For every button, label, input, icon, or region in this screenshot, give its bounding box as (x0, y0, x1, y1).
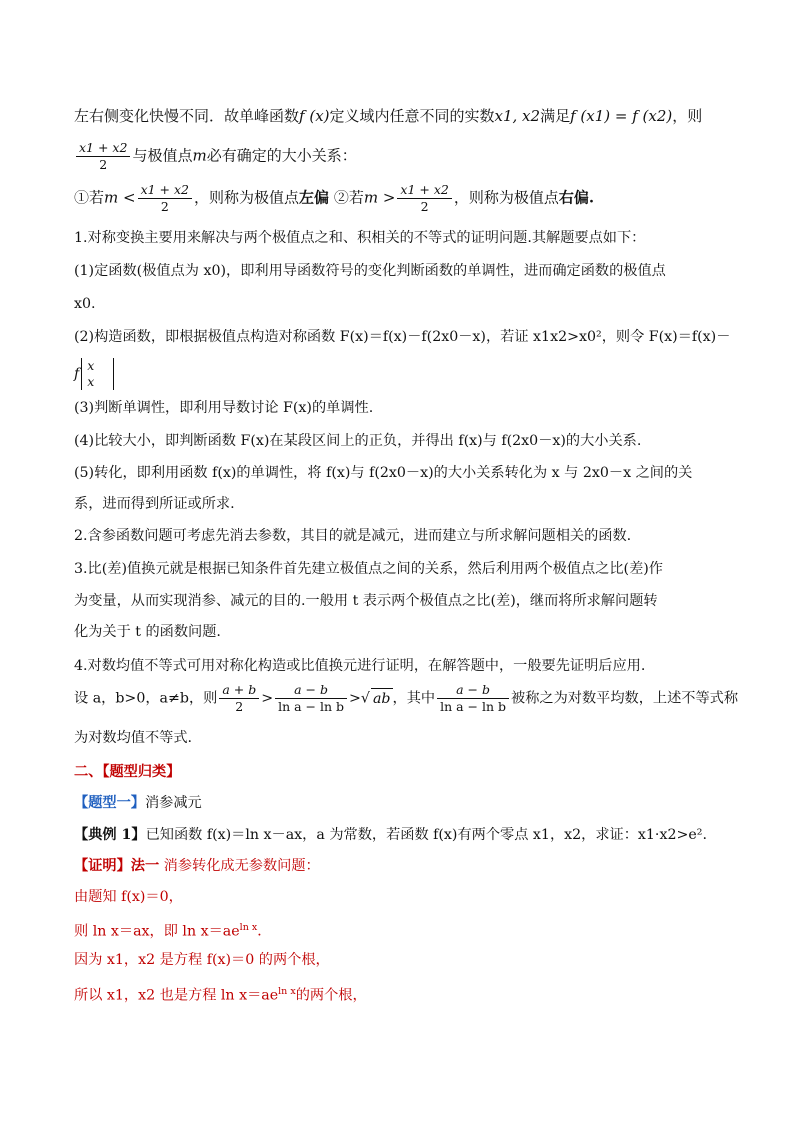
line-6: x0. (74, 296, 96, 312)
text: 满足 (540, 107, 571, 125)
math: m < (104, 188, 136, 207)
math: m > (363, 188, 396, 207)
line-4: 1.对称变换主要用来解决与两个极值点之和、积相关的不等式的证明问题.其解题要点如下： (74, 230, 646, 246)
line-13: 2.含参函数问题可考虑先消去参数，其目的就是减元，进而建立与所求解问题相关的函数. (74, 528, 632, 544)
text: ②若 (329, 188, 364, 207)
example-1 (74, 825, 707, 845)
superscript: ln x (278, 986, 296, 997)
line-16: 化为关于 t 的函数问题. (74, 624, 221, 640)
line-3 (74, 182, 594, 215)
proof-line-3: 因为 x1，x2 是方程 f(x)＝0 的两个根， (74, 952, 330, 968)
fraction: $\frac{x1 + x2}{2}$ (76, 140, 130, 173)
line-9: (3)判断单调性，即利用导数讨论 F(x)的单调性. (74, 400, 374, 416)
text: 的两个根， (295, 987, 367, 1004)
type-heading (74, 793, 202, 813)
text: > (349, 690, 361, 707)
emphasis: 左偏 (299, 188, 330, 207)
proof-heading (74, 856, 320, 876)
fraction: $\frac{x1 + x2}{2}$ (138, 182, 192, 215)
fraction: $\frac{x1 + x2}{2}$ (397, 182, 451, 215)
text: > (261, 690, 274, 707)
proof-line-4 (74, 982, 367, 1006)
line-8 (74, 358, 116, 390)
line-2 (74, 140, 357, 173)
text: 消参转化成无参数问题： (159, 858, 320, 874)
text: 与极值点 (132, 146, 193, 165)
line-11: (5)转化，即利用函数 f(x)的单调性，将 f(x)与 f(2x0－x)的大小关系转化为 x 与 2x0－x 之间的关 (74, 465, 693, 481)
text: ，则称为极值点 (194, 188, 300, 207)
line-10: (4)比较大小，即判断函数 F(x)在某段区间上的正负，并得出 f(x)与 f(2x0－x)的大小关系. (74, 433, 642, 449)
text: 设 a，b>0，a≠b，则 (74, 690, 218, 707)
line-15: 为变量，从而实现消参、减元的目的.一般用 t 表示两个极值点之比(差)，继而将所求解问题转 (74, 593, 658, 609)
fraction: $\frac{a + b}{2}$ (219, 682, 259, 715)
emphasis: 右偏. (558, 188, 595, 207)
text: 定义域内任意不同的实数 (329, 107, 495, 125)
text: 所以 x1，x2 也是方程 ln x＝ae (74, 987, 279, 1004)
text: ①若 (74, 188, 105, 207)
line-1 (74, 106, 702, 126)
text: 被称之为对数平均数，上述不等式称 (511, 690, 739, 707)
tag: 【题型一】 (74, 795, 145, 811)
text: ，则 (672, 107, 703, 125)
tag: 【证明】法一 (74, 858, 160, 874)
text: 则 ln x＝ax，即 ln x＝ae (74, 923, 240, 940)
math: m (192, 146, 207, 165)
fraction: x x (81, 358, 114, 390)
proof-line-2 (74, 918, 271, 942)
text: 消参减元 (144, 795, 202, 811)
math: x1, x2 (494, 107, 541, 125)
section-heading: 二、【题型归类】 (74, 764, 181, 780)
math: ab (371, 688, 393, 709)
proof-line-1: 由题知 f(x)＝0， (74, 889, 183, 905)
fraction: $\frac{a - b}{\text{ln a − ln b}}$ (437, 682, 509, 715)
line-14: 3.比(差)值换元就是根据已知条件首先建立极值点之间的关系，然后利用两个极值点之比(差)作 (74, 561, 663, 577)
math: f (74, 366, 80, 382)
text: 已知函数 f(x)＝ln x－ax，a 为常数，若函数 f(x)有两个零点 x1，x2，求证：x1·x2>e². (145, 827, 707, 843)
math: f (x1) = f (x2) (570, 107, 673, 125)
line-7: (2)构造函数，即根据极值点构造对称函数 F(x)＝f(x)－f(2x0－x)，若证 x1x2>x0²，则令 F(x)＝f(x)－ (74, 329, 731, 345)
superscript: ln x (239, 922, 258, 933)
text: 左右侧变化快慢不同．故单峰函数 (74, 107, 300, 125)
text: 必有确定的大小关系： (206, 146, 357, 165)
text: ，则称为极值点 (453, 188, 559, 207)
text: ． (257, 923, 272, 940)
fraction: $\frac{a - b}{\text{ln a − ln b}}$ (275, 682, 347, 715)
tag: 【典例 1】 (74, 827, 146, 843)
math: f (x) (299, 107, 330, 125)
line-18: 设 a，b>0，a≠b，则 $\frac{a + b}{2}$ > $\frac{a - b}{\text{ln a − ln b}}$ >√ ab ，其中 $\frac{a - b}{\text{ln a − ln b}}$ 被称之为对数平均数，上述不等式称 (74, 682, 739, 714)
line-17: 4.对数均值不等式可用对称化构造或比值换元进行证明，在解答题中，一般要先证明后应用. (74, 658, 646, 674)
line-19: 为对数均值不等式. (74, 730, 193, 746)
line-12: 系，进而得到所证或所求. (74, 496, 235, 512)
line-5: (1)定函数(极值点为 x0)，即利用导函数符号的变化判断函数的单调性，进而确定函数的极值点 (74, 263, 666, 279)
text: ，其中 (392, 690, 436, 707)
